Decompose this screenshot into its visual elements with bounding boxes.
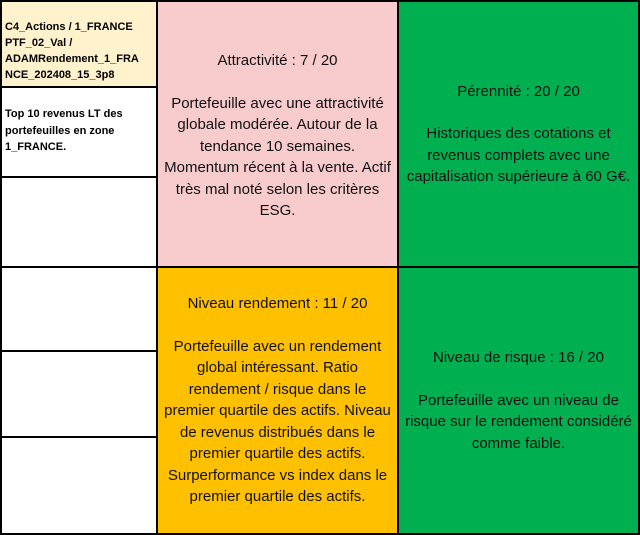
perennite-title: Pérennité : 20 / 20 <box>457 82 580 100</box>
attractivite-block <box>158 2 397 266</box>
risque-title: Niveau de risque : 16 / 20 <box>433 349 604 366</box>
portfolio-description-cell <box>2 88 156 176</box>
rendement-title: Niveau rendement : 11 / 20 <box>187 295 368 313</box>
portfolio-description: Top 10 revenus LT des portefeuilles en zone 1_FRANCE. <box>5 108 123 153</box>
attractivite-title: Attractivité : 7 / 20 <box>217 52 338 70</box>
risque-block <box>399 268 638 533</box>
perennite-block <box>399 2 638 266</box>
empty-cell-1 <box>2 178 156 266</box>
risque-text: Portefeuille avec un niveau de risque sur le rendement considéré comme faible. <box>405 391 632 452</box>
portfolio-title: C4_Actions / 1_FRANCE PTF_02_Val / ADAMRendement_1_FRA NCE_202408_15_3p8 <box>5 21 139 81</box>
portfolio-title-cell <box>2 2 156 86</box>
rendement-block <box>158 268 397 533</box>
empty-cell-4 <box>2 438 156 533</box>
empty-cell-3 <box>2 352 156 436</box>
perennite-text: Historiques des cotations et revenus complets avec une capitalisation supérieure à 60 G€. <box>406 125 631 185</box>
rendement-text: Portefeuille avec un rendement global intéressant. Ratio rendement / risque dans le premier quartile des actifs. Niveau de revenus distribués dans le premier quartile des actifs. Surperformance vs index dans le premier quartile des actifs. <box>164 337 391 506</box>
attractivite-text: Portefeuille avec une attractivité globale modérée. Autour de la tendance 10 semaines. Momentum récent à la vente. Actif très mal noté selon les critères ESG. <box>164 94 391 220</box>
empty-cell-2 <box>2 268 156 350</box>
